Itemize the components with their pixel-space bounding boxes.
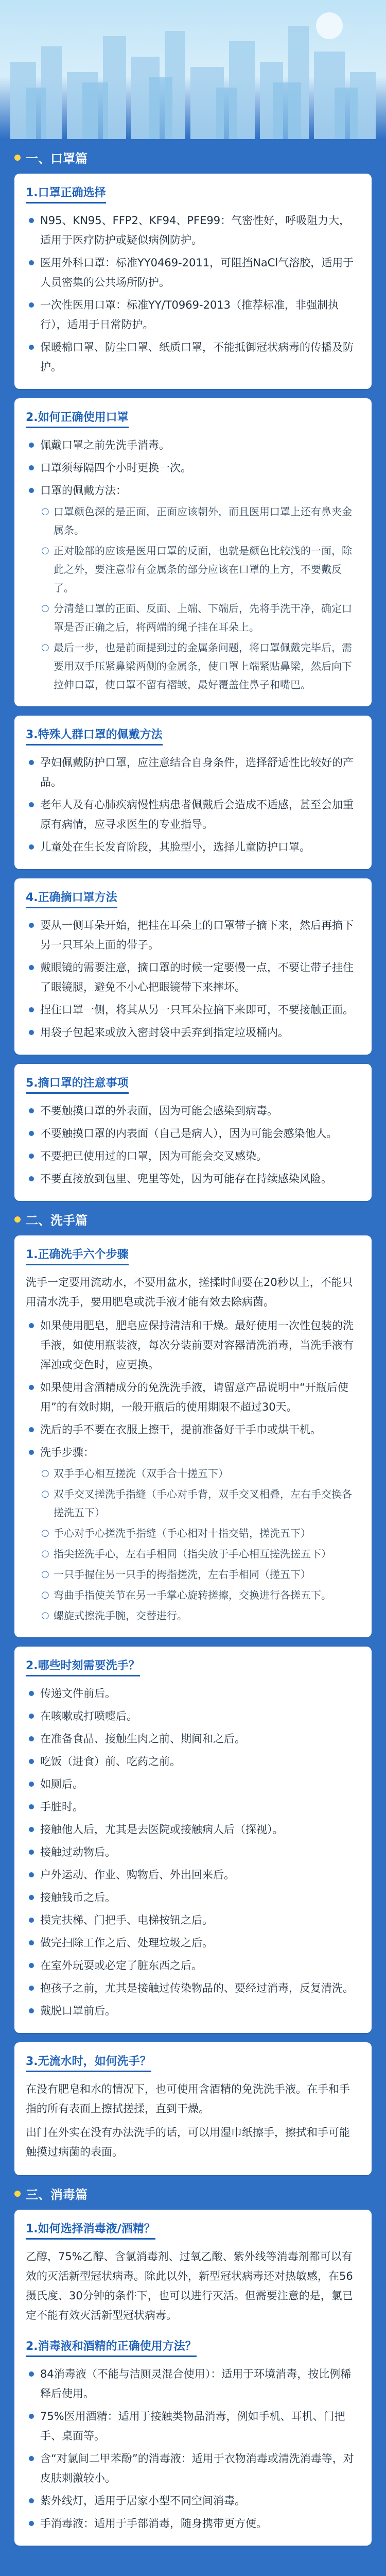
subsection-title: 1.正确洗手六个步骤 [26,1246,129,1265]
list-item: N95、KN95、FFP2、KF94、PFE99：气密性好，呼吸阻力大，适用于医疗防护或疑似病例防护。 [26,211,360,250]
list-item: 手脏时。 [26,1797,360,1817]
list-item: 捏住口罩一侧，将其从另一只耳朵拉摘下来即可，不要接触正面。 [26,1000,360,1020]
list-item: 不要触摸口罩的外表面，因为可能会感染到病毒。 [26,1101,360,1121]
list-item: 不要触摸口罩的内表面（自己是病人），因为可能会感染他人。 [26,1124,360,1143]
list-item: 传递文件前后。 [26,1684,360,1703]
section-title: 二、洗手篇 [14,1210,372,1228]
header-banner [0,0,386,139]
sub-list-item: ○ 指尖搓洗手心，左右手相同（指尖放于手心相互搓洗搓五下） [40,1545,360,1563]
list-item [26,1443,360,1625]
list-item: 在咳嗽或打喷嚏后。 [26,1706,360,1726]
content-card [14,1064,372,1201]
content-card [14,1235,372,1637]
list-item: 不要直接放到包里、兜里等处，因为可能存在持续感染风险。 [26,1169,360,1189]
list-item: 84消毒液（不能与洁厕灵混合使用）：适用于环境消毒，按比例稀释后使用。 [26,2364,360,2403]
section-title: 三、消毒篇 [14,2184,372,2202]
subsection-title: 5.摘口罩的注意事项 [26,1074,129,1094]
bullet-dot-icon [14,1216,21,1223]
section-handwashing [14,1210,372,2175]
list-item: 用袋子包起来或放入密封袋中丢弃到指定垃圾桶内。 [26,1023,360,1042]
content-card [14,2042,372,2175]
list-item: 一次性医用口罩：标准YY/T0969-2013（推荐标准，非强制执行），适用于日常防护。 [26,295,360,334]
list-item: 吃饭（进食）前、吃药之前。 [26,1752,360,1771]
list-item: 佩戴口罩之前先洗手消毒。 [26,435,360,455]
subsection-title: 3.无流水时，如何洗手？ [26,2053,151,2072]
sub-list-item: ○ 最后一步，也是前面提到过的金属条问题，将口罩佩戴完毕后，需要用双手压紧鼻梁两侧的金属条，使口罩上端紧贴鼻梁，然后向下拉伸口罩，使口罩不留有褶皱，最好覆盖住鼻子和嘴巴。 [40,638,360,694]
list-item: 戴脱口罩前后。 [26,2001,360,2021]
list-item: 医用外科口罩：标准YY0469-2011，可阻挡NaCl气溶胶，适用于人员密集的公共场所防护。 [26,253,360,292]
list-item: 75%医用酒精：适用于接触类物品消毒，例如手机、耳机、门把手、桌面等。 [26,2406,360,2446]
city-skyline-illustration [0,0,386,139]
list-item: 接触钱币之后。 [26,1888,360,1907]
sub-list-item: ○ 口罩颜色深的是正面，正面应该朝外，而且医用口罩上还有鼻夹金属条。 [40,502,360,539]
paragraph: 出门在外实在没有办法洗手的话，可以用湿巾纸擦手，擦拭和手可能触摸过病菌的表面。 [26,2126,350,2158]
list-item [26,481,360,694]
section-title: 一、口罩篇 [14,148,372,166]
content-card [14,174,372,389]
sub-list-item: ○ 双手手心相互搓洗（双手合十搓五下） [40,1464,360,1483]
list-item: 儿童处在生长发育阶段，其脸型小，选择儿童防护口罩。 [26,837,360,857]
sub-list-item: ○ 一只手握住另一只手的拇指搓洗，左右手相同（搓五下） [40,1565,360,1584]
content-card [14,716,372,869]
list-item: 要从一侧耳朵开始，把挂在耳朵上的口罩带子摘下来，然后再摘下另一只耳朵上面的带子。 [26,916,360,955]
paragraph: 洗手一定要用流动水，不要用盆水，搓揉时间要在20秒以上，不能只用清水洗手，要用肥皂或洗手液才能有效去除病菌。 [26,1276,353,1308]
sub-list-item: ○ 螺旋式擦洗手腕，交替进行。 [40,1606,360,1625]
subsection-title: 2.如何正确使用口罩 [26,409,129,428]
list-item-label: 洗手步骤： [40,1446,94,1459]
subsection-title: 2.消毒液和酒精的正确使用方法？ [26,2337,197,2357]
list-item: 紫外线灯，适用于居家小型不同空间消毒。 [26,2491,360,2511]
list-item: 洗后的手不要在衣服上擦干，提前准备好干手巾或烘干机。 [26,1420,360,1439]
article-body [0,148,386,2575]
list-item: 如厕后。 [26,1774,360,1794]
list-item: 老年人及有心肺疾病慢性病患者佩戴后会造成不适感，甚至会加重原有病情，应寻求医生的专业指导。 [26,795,360,834]
list-item: 不要把已使用过的口罩，因为可能会交叉感染。 [26,1146,360,1166]
content-card [14,398,372,706]
sub-list-item: ○ 手心对手心搓洗手指缝（手心相对十指交错，搓洗五下） [40,1524,360,1543]
list-item: 如果使用肥皂，肥皂应保持清洁和干燥。最好使用一次性包装的洗手液，如使用瓶装液，每次分装前要对容器清洗消毒，当洗手液有浑浊或变色时，应更换。 [26,1316,360,1375]
list-item: 如果使用含酒精成分的免洗洗手液，请留意产品说明中“开瓶后使用”的有效时期，一般开瓶后的使用期限不超过30天。 [26,1378,360,1417]
list-item: 孕妇佩戴防护口罩，应注意结合自身条件，选择舒适性比较好的产品。 [26,753,360,792]
list-item-label: 口罩的佩戴方法： [40,484,127,497]
subsection-title: 3.特殊人群口罩的佩戴方法 [26,726,163,745]
sub-list-item: ○ 双手交叉搓洗手指缝（手心对手背，双手交叉相叠，左右手交换各搓洗五下） [40,1485,360,1522]
list-item: 手消毒液：适用于手部消毒，随身携带更方便。 [26,2514,360,2533]
list-item: 户外运动、作业、购物后、外出回来后。 [26,1865,360,1885]
list-item: 口罩须每隔四个小时更换一次。 [26,458,360,478]
bullet-dot-icon [14,155,21,161]
list-item: 戴眼镜的需要注意，摘口罩的时候一定要慢一点，不要让带子挂住了眼镜腿，避免不小心把眼镜带下来摔坏。 [26,958,360,997]
paragraph: 在没有肥皂和水的情况下，也可使用含酒精的免洗洗手液。在手和手指的所有表面上擦拭搓揉，直到干燥。 [26,2083,350,2115]
content-card [14,1647,372,2033]
paragraph: 乙醇，75%乙醇、含氯消毒剂、过氧乙酸、紫外线等消毒剂都可以有效的灭活新型冠状病毒。除此以外，新型冠状病毒还对热敏感，在56摄氏度、30分钟的条件下，也可以进行灭活。但需要注意的是，氯已定不能有效灭活新型冠状病毒。 [26,2250,353,2321]
list-item: 在室外玩耍或必定了脏东西之后。 [26,1956,360,1975]
sub-list-item: ○ 弯曲手指使关节在另一手掌心旋转搓擦，交换进行各搓五下。 [40,1586,360,1604]
subsection-title: 1.如何选择消毒液/酒精？ [26,2220,155,2240]
list-item: 摸完扶梯、门把手、电梯按钮之后。 [26,1910,360,1930]
list-item: 含“对氯间二甲苯酚”的消毒液：适用于衣物消毒或清洗消毒等，对皮肤刺激较小。 [26,2449,360,2488]
list-item: 接触过动物后。 [26,1842,360,1862]
subsection-title: 4.正确摘口罩方法 [26,889,117,908]
list-item: 做完扫除工作之后、处理垃圾之后。 [26,1933,360,1953]
subsection-title: 2.哪些时刻需要洗手？ [26,1657,140,1676]
subsection-title: 1.口罩正确选择 [26,184,106,204]
content-card [14,2210,372,2546]
list-item: 在准备食品、接触生肉之前、期间和之后。 [26,1729,360,1749]
section-masks [14,148,372,1201]
sub-list-item: ○ 正对脸部的应该是医用口罩的反面，也就是颜色比较浅的一面，除此之外，要注意带有金属条的部分应该在口罩的上方，不要戴反了。 [40,541,360,597]
list-item: 接触他人后，尤其是去医院或接触病人后（探视）。 [26,1820,360,1839]
bullet-dot-icon [14,2191,21,2197]
sub-list-item: ○ 分清楚口罩的正面、反面、上端、下端后，先将手洗干净，确定口罩是否正确之后，将两端的绳子挂在耳朵上。 [40,599,360,636]
section-disinfection [14,2184,372,2546]
list-item: 抱孩子之前，尤其是接触过传染物品的、要经过消毒，反复清洗。 [26,1978,360,1998]
content-card [14,878,372,1055]
list-item: 保暖棉口罩、防尘口罩、纸质口罩，不能抵御冠状病毒的传播及防护。 [26,337,360,377]
